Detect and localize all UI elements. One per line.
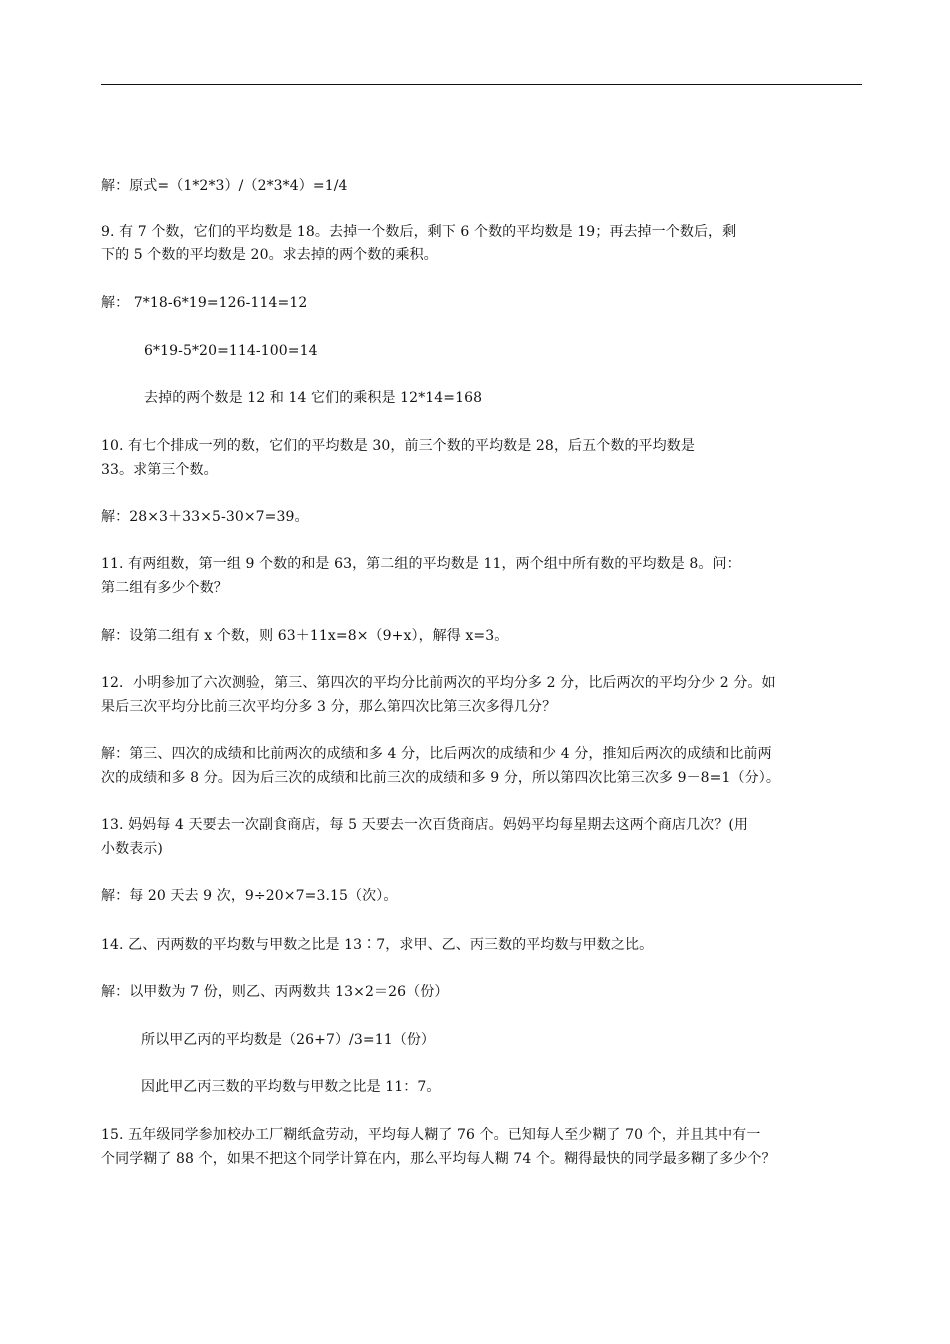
problem-13-line-1: 13. 妈妈每 4 天要去一次副食商店，每 5 天要去一次百货商店。妈妈平均每星期去这两个商店几次？(用 [101, 817, 748, 833]
solution-10: 解：28×3＋33×5-30×7=39。 [101, 509, 309, 525]
problem-14: 14. 乙、丙两数的平均数与甲数之比是 13∶7，求甲、乙、丙三数的平均数与甲数之比。 [101, 937, 654, 953]
problem-10-line-2: 33。求第三个数。 [101, 462, 218, 478]
problem-11-line-2: 第二组有多少个数？ [101, 580, 228, 596]
problem-12-line-2: 果后三次平均分比前三次平均分多 3 分，那么第四次比第三次多得几分？ [101, 699, 557, 715]
solution-8: 解：原式=（1*2*3）/（2*3*4）=1/4 [101, 178, 348, 194]
solution-9-line-3: 去掉的两个数是 12 和 14 它们的乘积是 12*14=168 [144, 390, 483, 406]
problem-10-line-1: 10. 有七个排成一列的数，它们的平均数是 30，前三个数的平均数是 28，后五个数的平均数是 [101, 438, 695, 454]
solution-14-line-2: 所以甲乙丙的平均数是（26+7）/3=11（份） [141, 1032, 436, 1048]
problem-12-line-1: 12．小明参加了六次测验，第三、第四次的平均分比前两次的平均分多 2 分，比后两次的平均分少 2 分。如 [101, 675, 776, 691]
problem-15-line-1: 15. 五年级同学参加校办工厂糊纸盒劳动，平均每人糊了 76 个。已知每人至少糊了 70 个，并且其中有一 [101, 1127, 761, 1143]
solution-12-line-2: 次的成绩和多 8 分。因为后三次的成绩和比前三次的成绩和多 9 分，所以第四次比第三次多 9－8=1（分）。 [101, 770, 780, 786]
solution-11: 解：设第二组有 x 个数，则 63＋11x=8×（9+x），解得 x=3。 [101, 628, 509, 644]
solution-14-line-3: 因此甲乙丙三数的平均数与甲数之比是 11：7。 [141, 1079, 441, 1095]
problem-11-line-1: 11. 有两组数，第一组 9 个数的和是 63，第二组的平均数是 11，两个组中所有数的平均数是 8。问： [101, 556, 741, 572]
header-rule [101, 84, 862, 85]
solution-13: 解：每 20 天去 9 次，9÷20×7=3.15（次）。 [101, 888, 398, 904]
solution-9-line-1: 解： 7*18-6*19=126-114=12 [101, 295, 308, 311]
problem-9-line-1: 9. 有 7 个数，它们的平均数是 18。去掉一个数后，剩下 6 个数的平均数是 19；再去掉一个数后，剩 [101, 224, 737, 240]
problem-13-line-2: 小数表示) [101, 841, 163, 857]
solution-9-line-2: 6*19-5*20=114-100=14 [144, 343, 318, 359]
problem-9-line-2: 下的 5 个数的平均数是 20。求去掉的两个数的乘积。 [101, 247, 438, 263]
problem-15-line-2: 个同学糊了 88 个，如果不把这个同学计算在内，那么平均每人糊 74 个。糊得最快的同学最多糊了多少个？ [101, 1151, 776, 1167]
solution-14-line-1: 解：以甲数为 7 份，则乙、丙两数共 13×2＝26（份） [101, 984, 449, 1000]
solution-12-line-1: 解：第三、四次的成绩和比前两次的成绩和多 4 分，比后两次的成绩和少 4 分，推知后两次的成绩和比前两 [101, 746, 772, 762]
